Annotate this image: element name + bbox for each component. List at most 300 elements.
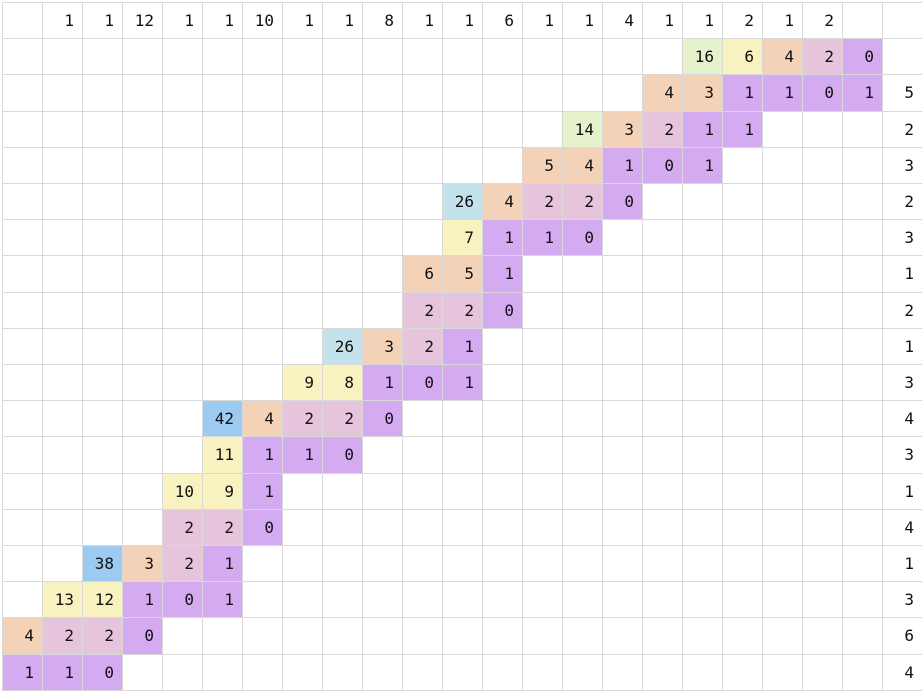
grid-value-cell: 4 bbox=[242, 400, 283, 437]
row-footer-cell: 1 bbox=[882, 255, 922, 292]
empty-cell bbox=[322, 617, 363, 654]
empty-cell bbox=[362, 581, 403, 618]
empty-cell bbox=[802, 400, 843, 437]
empty-cell bbox=[802, 364, 843, 401]
empty-cell bbox=[442, 38, 483, 75]
grid-value-cell: 16 bbox=[682, 38, 723, 75]
empty-cell bbox=[282, 74, 323, 111]
row-footer-cell: 3 bbox=[882, 147, 922, 184]
empty-cell bbox=[762, 111, 803, 148]
row-footer-cell: 4 bbox=[882, 509, 922, 546]
empty-cell bbox=[42, 183, 83, 220]
empty-cell bbox=[642, 255, 683, 292]
grid-value-cell: 2 bbox=[42, 617, 83, 654]
empty-cell bbox=[602, 74, 643, 111]
empty-cell bbox=[722, 581, 763, 618]
empty-cell bbox=[162, 183, 203, 220]
empty-cell bbox=[42, 219, 83, 256]
empty-cell bbox=[602, 581, 643, 618]
empty-cell bbox=[562, 328, 603, 365]
empty-cell bbox=[522, 328, 563, 365]
empty-cell bbox=[602, 255, 643, 292]
empty-cell bbox=[722, 219, 763, 256]
empty-cell bbox=[682, 509, 723, 546]
empty-cell bbox=[42, 436, 83, 473]
empty-cell bbox=[482, 328, 523, 365]
empty-cell bbox=[642, 545, 683, 582]
empty-cell bbox=[442, 617, 483, 654]
empty-cell bbox=[122, 74, 163, 111]
row-footer-cell: 3 bbox=[882, 436, 922, 473]
empty-cell bbox=[682, 364, 723, 401]
empty-cell bbox=[2, 219, 43, 256]
empty-cell bbox=[762, 617, 803, 654]
column-header-cell: 1 bbox=[402, 2, 443, 39]
empty-cell bbox=[322, 473, 363, 510]
empty-cell bbox=[402, 147, 443, 184]
empty-cell bbox=[642, 219, 683, 256]
empty-cell bbox=[282, 654, 323, 691]
empty-cell bbox=[322, 111, 363, 148]
empty-cell bbox=[362, 654, 403, 691]
empty-cell bbox=[602, 545, 643, 582]
empty-cell bbox=[562, 654, 603, 691]
empty-cell bbox=[522, 509, 563, 546]
empty-cell bbox=[602, 400, 643, 437]
grid-value-cell: 13 bbox=[42, 581, 83, 618]
empty-cell bbox=[82, 509, 123, 546]
empty-cell bbox=[402, 545, 443, 582]
empty-cell bbox=[402, 183, 443, 220]
grid-value-cell: 4 bbox=[562, 147, 603, 184]
empty-cell bbox=[562, 38, 603, 75]
grid-value-cell: 1 bbox=[522, 219, 563, 256]
empty-cell bbox=[82, 400, 123, 437]
grid-value-cell: 3 bbox=[602, 111, 643, 148]
empty-cell bbox=[362, 219, 403, 256]
empty-cell bbox=[242, 255, 283, 292]
grid-value-cell: 1 bbox=[242, 473, 283, 510]
empty-cell bbox=[362, 38, 403, 75]
grid-value-cell: 12 bbox=[82, 581, 123, 618]
column-header-cell: 4 bbox=[602, 2, 643, 39]
empty-cell bbox=[402, 509, 443, 546]
grid-value-cell: 0 bbox=[802, 74, 843, 111]
empty-cell bbox=[282, 509, 323, 546]
empty-cell bbox=[642, 617, 683, 654]
empty-cell bbox=[722, 473, 763, 510]
empty-cell bbox=[522, 400, 563, 437]
column-header-cell: 1 bbox=[442, 2, 483, 39]
empty-cell bbox=[82, 328, 123, 365]
column-header-cell bbox=[842, 2, 883, 39]
empty-cell bbox=[722, 328, 763, 365]
empty-cell bbox=[562, 292, 603, 329]
grid-value-cell: 2 bbox=[522, 183, 563, 220]
grid-value-cell: 1 bbox=[202, 581, 243, 618]
grid-value-cell: 2 bbox=[402, 292, 443, 329]
grid-value-cell: 2 bbox=[162, 509, 203, 546]
grid-value-cell: 1 bbox=[682, 147, 723, 184]
empty-cell bbox=[282, 111, 323, 148]
empty-cell bbox=[122, 509, 163, 546]
empty-cell bbox=[642, 436, 683, 473]
empty-cell bbox=[722, 255, 763, 292]
empty-cell bbox=[82, 147, 123, 184]
row-footer-cell: 4 bbox=[882, 654, 922, 691]
row-footer-cell: 4 bbox=[882, 400, 922, 437]
empty-cell bbox=[282, 255, 323, 292]
row-footer-cell: 1 bbox=[882, 473, 922, 510]
empty-cell bbox=[162, 364, 203, 401]
empty-cell bbox=[842, 183, 883, 220]
grid-value-cell: 1 bbox=[282, 436, 323, 473]
empty-cell bbox=[162, 400, 203, 437]
empty-cell bbox=[842, 654, 883, 691]
empty-cell bbox=[762, 654, 803, 691]
empty-cell bbox=[762, 581, 803, 618]
empty-cell bbox=[122, 473, 163, 510]
grid-value-cell: 2 bbox=[282, 400, 323, 437]
empty-cell bbox=[762, 219, 803, 256]
empty-cell bbox=[122, 436, 163, 473]
empty-cell bbox=[602, 292, 643, 329]
empty-cell bbox=[722, 436, 763, 473]
row-footer-cell bbox=[882, 38, 922, 75]
empty-cell bbox=[522, 111, 563, 148]
empty-cell bbox=[242, 147, 283, 184]
empty-cell bbox=[82, 364, 123, 401]
empty-cell bbox=[42, 473, 83, 510]
empty-cell bbox=[482, 147, 523, 184]
empty-cell bbox=[282, 292, 323, 329]
empty-cell bbox=[162, 219, 203, 256]
empty-cell bbox=[682, 617, 723, 654]
grid-value-cell: 2 bbox=[562, 183, 603, 220]
empty-cell bbox=[602, 617, 643, 654]
empty-cell bbox=[402, 38, 443, 75]
grid-value-cell: 4 bbox=[642, 74, 683, 111]
column-header-cell: 2 bbox=[722, 2, 763, 39]
empty-cell bbox=[282, 617, 323, 654]
empty-cell bbox=[402, 617, 443, 654]
empty-cell bbox=[842, 328, 883, 365]
empty-cell bbox=[642, 38, 683, 75]
empty-cell bbox=[602, 328, 643, 365]
empty-cell bbox=[842, 473, 883, 510]
row-footer-cell: 3 bbox=[882, 219, 922, 256]
column-header-cell: 8 bbox=[362, 2, 403, 39]
empty-cell bbox=[562, 74, 603, 111]
empty-cell bbox=[762, 292, 803, 329]
empty-cell bbox=[2, 183, 43, 220]
empty-cell bbox=[802, 545, 843, 582]
grid-value-cell: 0 bbox=[362, 400, 403, 437]
empty-cell bbox=[682, 183, 723, 220]
grid-value-cell: 3 bbox=[122, 545, 163, 582]
empty-cell bbox=[762, 255, 803, 292]
empty-cell bbox=[2, 111, 43, 148]
empty-cell bbox=[762, 509, 803, 546]
row-footer-cell: 5 bbox=[882, 74, 922, 111]
empty-cell bbox=[202, 147, 243, 184]
empty-cell bbox=[322, 292, 363, 329]
empty-cell bbox=[842, 617, 883, 654]
empty-cell bbox=[762, 328, 803, 365]
empty-cell bbox=[602, 436, 643, 473]
empty-cell bbox=[202, 364, 243, 401]
grid-value-cell: 1 bbox=[482, 219, 523, 256]
empty-cell bbox=[562, 509, 603, 546]
empty-cell bbox=[202, 74, 243, 111]
empty-cell bbox=[362, 74, 403, 111]
empty-cell bbox=[362, 436, 403, 473]
empty-cell bbox=[522, 654, 563, 691]
empty-cell bbox=[242, 183, 283, 220]
empty-cell bbox=[682, 255, 723, 292]
empty-cell bbox=[402, 111, 443, 148]
empty-cell bbox=[122, 255, 163, 292]
empty-cell bbox=[82, 111, 123, 148]
grid-value-cell: 1 bbox=[442, 328, 483, 365]
grid-value-cell: 4 bbox=[482, 183, 523, 220]
empty-cell bbox=[42, 509, 83, 546]
empty-cell bbox=[162, 147, 203, 184]
empty-cell bbox=[122, 364, 163, 401]
column-header-cell: 1 bbox=[562, 2, 603, 39]
empty-cell bbox=[442, 509, 483, 546]
empty-cell bbox=[562, 255, 603, 292]
empty-cell bbox=[162, 111, 203, 148]
grid-value-cell: 6 bbox=[722, 38, 763, 75]
empty-cell bbox=[2, 74, 43, 111]
grid-value-cell: 14 bbox=[562, 111, 603, 148]
grid-value-cell: 9 bbox=[202, 473, 243, 510]
empty-cell bbox=[42, 400, 83, 437]
empty-cell bbox=[122, 292, 163, 329]
column-header-cell: 2 bbox=[802, 2, 843, 39]
empty-cell bbox=[682, 654, 723, 691]
column-header-cell: 12 bbox=[122, 2, 163, 39]
empty-cell bbox=[802, 219, 843, 256]
empty-cell bbox=[842, 111, 883, 148]
grid-value-cell: 0 bbox=[242, 509, 283, 546]
empty-cell bbox=[362, 292, 403, 329]
empty-cell bbox=[602, 38, 643, 75]
empty-cell bbox=[162, 38, 203, 75]
grid-value-cell: 0 bbox=[322, 436, 363, 473]
empty-cell bbox=[682, 581, 723, 618]
empty-cell bbox=[202, 111, 243, 148]
empty-cell bbox=[762, 545, 803, 582]
empty-cell bbox=[362, 473, 403, 510]
empty-cell bbox=[482, 545, 523, 582]
grid-value-cell: 2 bbox=[802, 38, 843, 75]
grid-value-cell: 26 bbox=[322, 328, 363, 365]
empty-cell bbox=[722, 183, 763, 220]
empty-cell bbox=[442, 473, 483, 510]
empty-cell bbox=[202, 219, 243, 256]
empty-cell bbox=[282, 219, 323, 256]
empty-cell bbox=[802, 255, 843, 292]
empty-cell bbox=[842, 255, 883, 292]
empty-cell bbox=[842, 400, 883, 437]
empty-cell bbox=[322, 38, 363, 75]
empty-cell bbox=[562, 617, 603, 654]
row-footer-cell: 2 bbox=[882, 183, 922, 220]
grid-value-cell: 38 bbox=[82, 545, 123, 582]
empty-cell bbox=[802, 473, 843, 510]
empty-cell bbox=[402, 473, 443, 510]
empty-cell bbox=[842, 219, 883, 256]
empty-cell bbox=[42, 292, 83, 329]
empty-cell bbox=[82, 473, 123, 510]
empty-cell bbox=[242, 219, 283, 256]
column-header-cell: 1 bbox=[162, 2, 203, 39]
row-footer-cell: 2 bbox=[882, 111, 922, 148]
empty-cell bbox=[442, 400, 483, 437]
empty-cell bbox=[842, 364, 883, 401]
empty-cell bbox=[682, 436, 723, 473]
empty-cell bbox=[802, 436, 843, 473]
empty-cell bbox=[202, 617, 243, 654]
empty-cell bbox=[642, 364, 683, 401]
empty-cell bbox=[122, 328, 163, 365]
grid-value-cell: 2 bbox=[82, 617, 123, 654]
empty-cell bbox=[522, 473, 563, 510]
empty-cell bbox=[242, 581, 283, 618]
column-header-cell: 1 bbox=[642, 2, 683, 39]
empty-cell bbox=[482, 111, 523, 148]
column-header-cell: 10 bbox=[242, 2, 283, 39]
empty-cell bbox=[842, 147, 883, 184]
empty-cell bbox=[282, 545, 323, 582]
empty-cell bbox=[282, 38, 323, 75]
grid-value-cell: 6 bbox=[402, 255, 443, 292]
row-footer-cell: 1 bbox=[882, 545, 922, 582]
empty-cell bbox=[2, 400, 43, 437]
grid-value-cell: 11 bbox=[202, 436, 243, 473]
empty-cell bbox=[802, 111, 843, 148]
empty-cell bbox=[802, 617, 843, 654]
column-header-cell: 1 bbox=[762, 2, 803, 39]
grid-value-cell: 2 bbox=[402, 328, 443, 365]
empty-cell bbox=[482, 509, 523, 546]
empty-cell bbox=[682, 292, 723, 329]
empty-cell bbox=[42, 545, 83, 582]
empty-cell bbox=[42, 364, 83, 401]
grid-value-cell: 7 bbox=[442, 219, 483, 256]
empty-cell bbox=[402, 219, 443, 256]
empty-cell bbox=[722, 400, 763, 437]
empty-cell bbox=[442, 111, 483, 148]
empty-cell bbox=[442, 545, 483, 582]
grid-value-cell: 1 bbox=[482, 255, 523, 292]
empty-cell bbox=[522, 545, 563, 582]
grid-value-cell: 10 bbox=[162, 473, 203, 510]
grid-value-cell: 4 bbox=[762, 38, 803, 75]
empty-cell bbox=[242, 654, 283, 691]
empty-cell bbox=[602, 473, 643, 510]
empty-cell bbox=[762, 183, 803, 220]
grid-value-cell: 1 bbox=[202, 545, 243, 582]
empty-cell bbox=[762, 400, 803, 437]
empty-cell bbox=[42, 255, 83, 292]
empty-cell bbox=[282, 328, 323, 365]
column-header-cell: 1 bbox=[42, 2, 83, 39]
grid-value-cell: 3 bbox=[362, 328, 403, 365]
empty-cell bbox=[402, 400, 443, 437]
column-header-cell: 6 bbox=[482, 2, 523, 39]
empty-cell bbox=[122, 400, 163, 437]
grid-value-cell: 1 bbox=[842, 74, 883, 111]
empty-cell bbox=[82, 38, 123, 75]
empty-cell bbox=[162, 255, 203, 292]
empty-cell bbox=[362, 509, 403, 546]
row-footer-cell: 3 bbox=[882, 581, 922, 618]
empty-cell bbox=[642, 183, 683, 220]
empty-cell bbox=[802, 581, 843, 618]
empty-cell bbox=[522, 74, 563, 111]
empty-cell bbox=[2, 255, 43, 292]
empty-cell bbox=[402, 74, 443, 111]
column-header-cell bbox=[2, 2, 43, 39]
empty-cell bbox=[802, 292, 843, 329]
column-header-cell bbox=[882, 2, 922, 39]
grid-value-cell: 0 bbox=[562, 219, 603, 256]
grid-value-cell: 0 bbox=[402, 364, 443, 401]
grid-value-cell: 2 bbox=[322, 400, 363, 437]
empty-cell bbox=[762, 364, 803, 401]
empty-cell bbox=[442, 581, 483, 618]
empty-cell bbox=[2, 292, 43, 329]
empty-cell bbox=[202, 328, 243, 365]
grid-value-cell: 3 bbox=[682, 74, 723, 111]
empty-cell bbox=[482, 400, 523, 437]
empty-cell bbox=[562, 581, 603, 618]
empty-cell bbox=[202, 255, 243, 292]
empty-cell bbox=[82, 436, 123, 473]
grid-value-cell: 1 bbox=[242, 436, 283, 473]
empty-cell bbox=[2, 473, 43, 510]
empty-cell bbox=[722, 617, 763, 654]
empty-cell bbox=[82, 183, 123, 220]
row-footer-cell: 6 bbox=[882, 617, 922, 654]
empty-cell bbox=[42, 328, 83, 365]
empty-cell bbox=[402, 654, 443, 691]
column-header-cell: 1 bbox=[282, 2, 323, 39]
empty-cell bbox=[322, 509, 363, 546]
grid-value-cell: 8 bbox=[322, 364, 363, 401]
empty-cell bbox=[322, 74, 363, 111]
empty-cell bbox=[322, 219, 363, 256]
empty-cell bbox=[322, 255, 363, 292]
empty-cell bbox=[282, 147, 323, 184]
empty-cell bbox=[562, 436, 603, 473]
empty-cell bbox=[842, 436, 883, 473]
grid-value-cell: 2 bbox=[642, 111, 683, 148]
grid-value-cell: 2 bbox=[442, 292, 483, 329]
empty-cell bbox=[682, 545, 723, 582]
empty-cell bbox=[642, 292, 683, 329]
empty-cell bbox=[562, 473, 603, 510]
empty-cell bbox=[242, 545, 283, 582]
grid-value-cell: 1 bbox=[122, 581, 163, 618]
empty-cell bbox=[722, 364, 763, 401]
empty-cell bbox=[602, 654, 643, 691]
empty-cell bbox=[722, 654, 763, 691]
empty-cell bbox=[242, 111, 283, 148]
